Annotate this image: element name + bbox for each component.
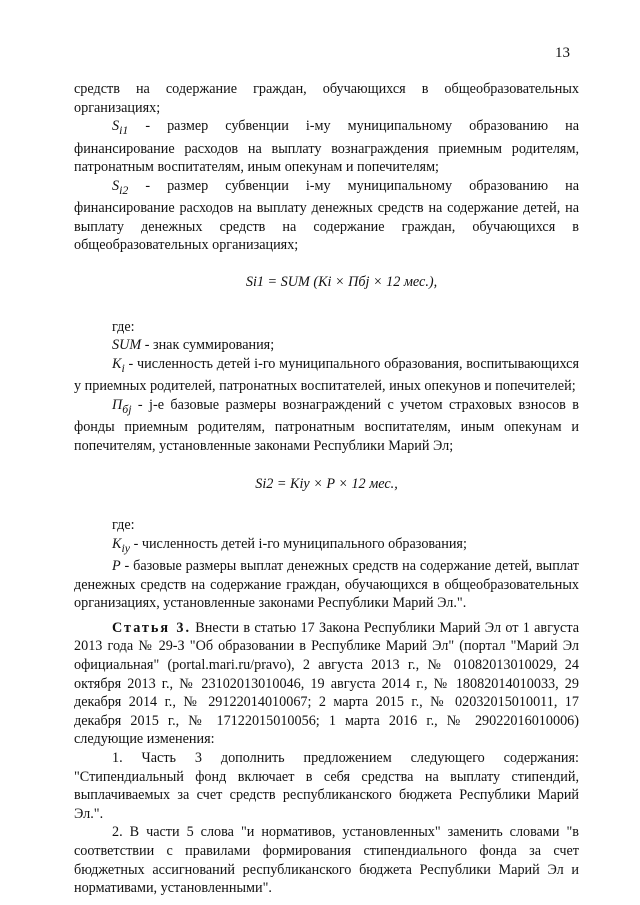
list-item: 2. В части 5 слова "и нормативов, установленных" заменить словами "в соответствии с правилами формирования стипендиального фонда за счет бюджетных ассигнований республиканского бюджета Республики Марий Эл и нормативами, установленными".	[74, 824, 579, 897]
document-body	[74, 80, 579, 898]
definition-kiy: $K_{iу}$ - численность детей i-го муниципального образования;	[112, 535, 467, 555]
formula-2: Si2 = Kiу × P × 12 мес.,	[255, 476, 398, 493]
article-3: Статья 3. Внести в статью 17 Закона Республики Марий Эл от 1 августа 2013 года № 29-З "Об образовании в Республике Марий Эл" (портал "Марий Эл официальная" (portal.mari.ru/pravo), 2 августа 2013 г., № 01082013010029, 24 октября 2013 г., № 23102013010046, 19 августа 2014 г., № 18082014010033, 29 декабря 2014 г., № 29122014010067; 2 марта 2015 г., № 02032015010011, 17 декабря 2015 г., № 17122015010056; 1 марта 2016 г., № 29022016010006) следующие изменения:	[74, 619, 580, 748]
formula-1: Si1 = SUM (Ki × Пбj × 12 мес.),	[245, 274, 438, 290]
symbol: $S_{i2}$	[112, 177, 129, 197]
definition-si1: $S_{i1}$ - размер субвенции i-му муниципальному образованию на финансирование расходов на выплату вознаграждения приемным родителям, патронатным воспитателям, иным опекунам и попечителям;	[74, 118, 579, 176]
where-label: где:	[112, 318, 135, 335]
paragraph: средств на содержание граждан, обучающихся в общеобразовательных организациях;	[74, 81, 579, 116]
definition-p: P - базовые размеры выплат денежных средств на содержание детей, выплат денежных средств на содержание граждан, обучающихся в общеобразовательных организациях, установленные законами Республики Марий Эл.".	[74, 558, 579, 612]
definition-pbj: $П_{бj} - j-е$ базовые размеры вознаграждений с учетом страховых взносов в фонды приемным родителям, патронатным воспитателям, иным опекунам и попечителям, установленные законами Республики Марий Эл;	[74, 396, 579, 454]
where-label: где:	[112, 517, 135, 533]
symbol: $S_{i1}$	[112, 118, 129, 138]
article-heading: Статья 3.	[112, 619, 192, 636]
definition-ki: $K_i$ - численность детей i-го муниципального образования, воспитывающихся у приемных родителей, патронатных воспитателей, иных опекунов и попечителей;	[74, 355, 579, 395]
page-number: 13	[555, 45, 570, 61]
list-item: 1. Часть 3 дополнить предложением следующего содержания: "Стипендиальный фонд включает в себя средства на выплату стипендий, выплачиваемых за счет средств республиканского бюджета Республики Марий Эл.".	[74, 749, 579, 822]
definition-sum: SUM - знак суммирования;	[112, 337, 275, 354]
definition-si2: $S_{i2}$ - размер субвенции i-му муниципальному образованию на финансирование расходов на выплату денежных средств на содержание детей, на выплату денежных средств на содержание граждан, обучающихся в общеобразовательных организациях;	[74, 177, 579, 254]
